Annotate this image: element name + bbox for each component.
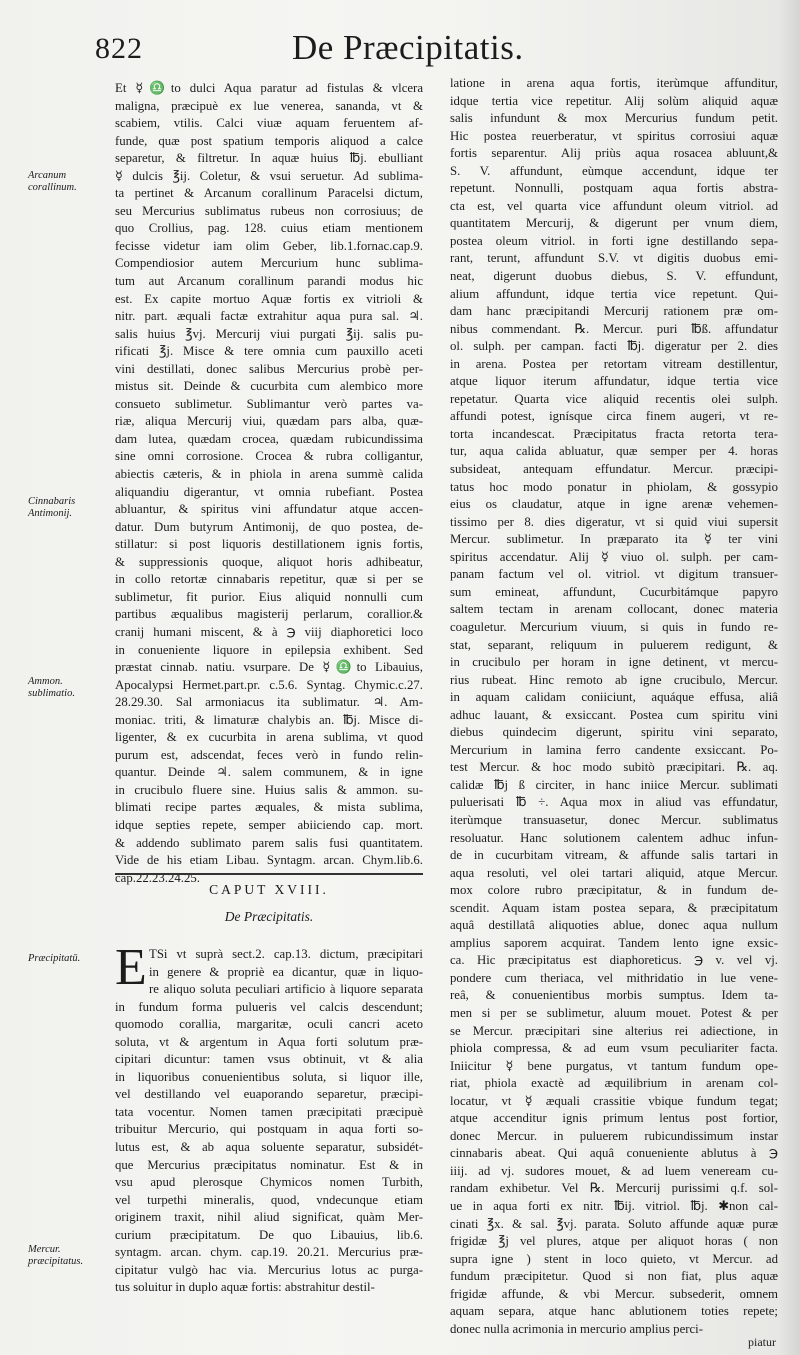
- text-line: quantur. Deinde ♃. salem communem, & in igne: [115, 765, 423, 780]
- text-line: rius rubeat. Hinc remoto ab igne crucibulo, Mercur.: [450, 672, 778, 687]
- text-line: Vide de his etiam Libau. Syntagm. arcan. Chym.lib.6.: [115, 853, 423, 868]
- text-line: alium affundunt, idque tertia vice repetunt. Qui-: [450, 286, 778, 301]
- text-line: men si per se sublimetur, aluum mouet. Potest & per: [450, 1005, 778, 1020]
- text-line: scabiem, vtilis. Calci viuæ aquam feruentem af-: [115, 116, 423, 131]
- text-line: resoluatur. Hanc solutionem calentem adhuc infun-: [450, 830, 778, 845]
- text-line: ue in aqua forti ex nitr. ℔ij. vitriol. ℔j. ✱non cal-: [450, 1199, 778, 1213]
- text-line: de in cucurbitam vitream, & affunde salis tartari in: [450, 848, 778, 863]
- text-line: saltem tectam in arenam collocant, donec materia: [450, 602, 778, 617]
- text-line: sine omni corrosione. Crocea & rubra colligantur,: [115, 449, 423, 464]
- text-line: vel turpethi mineralis, quod, vndecunque etiam: [115, 1192, 423, 1207]
- text-line: soluta, vt & argentum in Aqua forti solutum præ-: [115, 1034, 423, 1049]
- text-line: repetunt. Nonnulli, postquam aqua fortis abstra-: [450, 181, 778, 196]
- text-line: spiritus accendatur. Alij ☿ viuo ol. sulph. per cam-: [450, 549, 778, 564]
- text-line: pondere cum theriaca, vel mithridatio in lue vene-: [450, 970, 778, 985]
- text-line: aqua resoluti, vel olei tartari aliquid, atque Mercur.: [450, 865, 778, 880]
- text-line: tum aut Arcanum corallinum parandi modus hic: [115, 274, 423, 289]
- text-line: S. V. affundunt, eùmque accendunt, idque ter: [450, 163, 778, 178]
- text-line: vsu apud plerosque Chymicos nomen Turbith,: [115, 1175, 423, 1190]
- left-column-top: [115, 80, 423, 885]
- text-line: atque accenditur ignis primum lentus post fortior,: [450, 1111, 778, 1126]
- text-line: affundi potest, ignísque circa finem augeri, vt re-: [450, 409, 778, 424]
- margin-note-ammon: Ammon. sublimatio.: [28, 676, 75, 699]
- text-line: frigidæ affunde, & vbi Mercur. subsederit, omnem: [450, 1286, 778, 1301]
- text-line: ca. Hic præcipitatus est diaphoreticus. ℈ v. vel vj.: [450, 953, 778, 968]
- right-column: [450, 75, 778, 1345]
- text-line: neat, digerunt duobus diebus, S. V. effundunt,: [450, 269, 778, 284]
- text-line: mistus sit. Deinde & cucurbita cum alembico more: [115, 379, 423, 394]
- text-line: curium præcipitatum. De quo Libauius, lib.6.: [115, 1227, 423, 1242]
- page-shadow: [778, 0, 800, 1355]
- text-line: stat, separant, reliquum in puluerem redigunt, &: [450, 637, 778, 652]
- text-line: idque septies repete, semper abiiciendo cap. mort.: [115, 817, 423, 832]
- text-line: in crucibulo fluere sine. Huius salis & ammon. su-: [115, 782, 423, 797]
- text-line: consueto sublimetur. Sublimantur verò partes va-: [115, 396, 423, 411]
- text-line: reâ, & conuenientibus morbis sumptus. Idem ta-: [450, 988, 778, 1003]
- text-line: locatur, vt ☿ æquali crassitie vbique fundum tegat;: [450, 1093, 778, 1108]
- text-line: maligna, præcipuè ex lue venerea, sananda, vt &: [115, 98, 423, 113]
- margin-note-arcanum: Arcanum corallinum.: [28, 170, 77, 193]
- text-line: randam exhibetur. Vel ℞. Mercurij purissimi q.f. sol-: [450, 1181, 778, 1196]
- text-line: fortis separentur. Alij priùs aqua rosacea abluunt,&: [450, 146, 778, 161]
- text-line: ligenter, & ex cucurbita in arena sublima, vt quod: [115, 730, 423, 745]
- text-line: dam lutea, quædam crocea, quædam rubicundissima: [115, 431, 423, 446]
- margin-note-mercur: Mercur. præcipitatus.: [28, 1244, 84, 1267]
- text-line: sublimetur, fit purior. Eius aliquid nonnulli cum: [115, 589, 423, 604]
- text-line: ol. sulph. per campan. facti ℔j. digeratur per 2. dies: [450, 339, 778, 354]
- text-line: in aquam calidam coniiciunt, aquáque effusa, aliâ: [450, 690, 778, 705]
- text-line: cinnabaris abeat. Qui aquâ conueniente ablutus à ℈: [450, 1146, 778, 1161]
- text-line: separetur, & filtretur. In aquæ huius ℔j. ebulliant: [115, 151, 423, 166]
- text-line: Apocalypsi Hermet.part.pr. c.5.6. Syntag. Chymic.c.27.: [115, 677, 423, 692]
- text-line: ta pertinet & Arcanum corallinum Paracelsi dictum,: [115, 186, 423, 201]
- text-line: originem traxit, nihil aliud significat, quàm Mer-: [115, 1210, 423, 1225]
- text-line: tata vocentur. Nomen tamen præcipitati præcipuè: [115, 1104, 423, 1119]
- text-line: tissimo per 8. dies digeratur, vt si quid viui supersit: [450, 514, 778, 529]
- text-line: Hic postea reuerberatur, vt spiritus corrosiui aquæ: [450, 128, 778, 143]
- text-line: cta est, vel quarta vice affundunt oleum vitriol. ad: [450, 198, 778, 213]
- text-line: iiij. ad vj. sudores mouet, & ad luem veneream cu-: [450, 1163, 778, 1178]
- chapter-rule: [115, 873, 423, 875]
- text-line: seu Mercurius sublimatus rubeus non corrosiuus; de: [115, 203, 423, 218]
- text-line: donec nulla acrimonia in mercurio amplius perci-: [450, 1321, 704, 1336]
- text-line: idque tertia vice repetitur. Alij solùm aliquid aquæ: [450, 93, 778, 108]
- text-line: Et ☿♎to dulci Aqua paratur ad fistulas & vlcera: [115, 81, 423, 95]
- text-line: vel destillando vel euaporando separetur, præcipi-: [115, 1087, 423, 1102]
- text-line: rificati ℥j. Misce & tere omnia cum pauxillo aceti: [115, 344, 423, 359]
- text-line: frigidæ ℥j vel plures, atque per aliquot horas ( non: [450, 1234, 778, 1249]
- text-line: mox colore rubro præcipitatur, & in fundum de-: [450, 883, 778, 898]
- text-line: test Mercur. & hoc modo subitò præcipitari. ℞. aq.: [450, 760, 778, 775]
- text-line: quomodo corallia, margaritæ, oculi cancri aceto: [115, 1017, 423, 1032]
- text-line: puluerisati ℔ ÷. Aqua mox in aliud vas effundatur,: [450, 795, 778, 810]
- text-line: adhuc lauant, & exsiccant. Postea cum spiritu vini: [450, 707, 778, 722]
- text-line: stillatur: si post liquoris destillationem ignis fortis,: [115, 537, 423, 552]
- text-line: & suppressionis quoque, aliquot horis adhibeatur,: [115, 554, 423, 569]
- text-line: scendit. Aquam istam postea separa, & præcipitatum: [450, 900, 778, 915]
- text-line: panam factum vel ol. vitriol. vt digitum transuer-: [450, 567, 778, 582]
- text-line: latione in arena aqua fortis, iterùmque affunditur,: [450, 76, 778, 90]
- running-title: De Præcipitatis.: [292, 28, 524, 67]
- text-line: torta incandescat. Præcipitatus fracta retorta tera-: [450, 426, 778, 441]
- text-line: rant, terunt, affundunt S.V. vt digitis duobus emi-: [450, 251, 778, 266]
- text-line: in conueniente liquore in epilepsia exhibent. Sed: [115, 642, 423, 657]
- text-line: cipitatur vulgò hac via. Mercurius lotus ac purga-: [115, 1262, 423, 1277]
- text-line: iterùmque transuasetur, donec Mercur. sublimatus: [450, 812, 778, 827]
- text-line: 28.29.30. Sal armoniacus ita sublimatur. ♃. Am-: [115, 695, 423, 710]
- text-line: tatus hoc modo ponatur in phiolam, & gossypio: [450, 479, 778, 494]
- text-line: vini destillati, donec salibus Mercurius probè per-: [115, 361, 423, 376]
- text-line: salis infundunt & mox Mercurius fundum petit.: [450, 111, 778, 126]
- text-line: quo Crollius, pag. 128. cuius etiam mentionem: [115, 221, 423, 236]
- text-line: riat, phiola exactè ad æquilibrium in arenam col-: [450, 1076, 778, 1091]
- text-line: in crucibulo per horam in igne detinent, vt mercu-: [450, 655, 778, 670]
- text-line: diebus quindecim digerunt, spiritu vini separato,: [450, 725, 778, 740]
- text-line: est. Ex capite mortuo Aquæ fortis ex vitrioli &: [115, 291, 423, 306]
- text-line: tribuitur Mercurio, qui postquam in aqua forti so-: [115, 1122, 423, 1137]
- drop-cap: E: [115, 939, 147, 996]
- text-line: syntagm. arcan. chym. cap.19. 20.21. Mercurius præ-: [115, 1245, 423, 1260]
- text-line: blimati recipe partes æquales, & mista sublima,: [115, 800, 423, 815]
- text-line: in fundum forma pulueris vel calcis descendunt;: [115, 999, 423, 1014]
- text-line: moniac. triti, & limaturæ chalybis an. ℔j. Misce di-: [115, 712, 423, 727]
- text-line: nibus commendant. ℞. Mercur. puri ℔ß. affundatur: [450, 321, 778, 336]
- text-line: in collo retortæ cinnabaris repetitur, quæ si per se: [115, 572, 423, 587]
- text-line: re aliquo soluta peculiari artificio à liquore separata: [149, 982, 423, 997]
- text-line: aliquandiu digerantur, vt omnia rubefiant. Postea: [115, 484, 423, 499]
- running-head: [0, 28, 800, 68]
- text-line: phiola compressa, & ad eum vsum peculiariter facta.: [450, 1041, 778, 1056]
- text-line: donec Mercur. in puluerem rubicundissimum instar: [450, 1128, 778, 1143]
- page-number: 822: [95, 32, 143, 65]
- text-line: abluantur, & spiritus vini affundatur atque accen-: [115, 502, 423, 517]
- text-line: se Mercur. præcipitari sine alterius rei adiectione, in: [450, 1023, 778, 1038]
- text-line: præstat cinnab. natiu. vsurpare. De ☿♎to Libauius,: [115, 660, 423, 675]
- text-line: calidæ ℔j ß circiter, in hanc iniice Mercur. sublimati: [450, 777, 778, 792]
- text-line: tus soluitur in duplo aquæ fortis: abstrahitur destil-: [115, 1280, 375, 1295]
- margin-note-praecipitatum: Præcipitatū.: [28, 953, 81, 964]
- text-line: & addendo sublimato parem salis fusi quantitatem.: [115, 835, 423, 850]
- text-line: Iniicitur ☿ bene purgatus, vt tantum fundum ope-: [450, 1058, 778, 1073]
- text-line: salis huius ℥vj. Mercurij viui purgati ℥ij. salis pu-: [115, 326, 423, 341]
- text-line: quantitatem Mercurij, & digerunt per vnum diem,: [450, 216, 778, 231]
- text-line: ☿ dulcis ℥ij. Coletur, & vsui seruetur. Ad sublima-: [115, 168, 423, 183]
- text-line: riæ, aliqua Mercurij viui, quædam pars alba, quæ-: [115, 414, 423, 429]
- text-line: cranij humani miscent, & à ℈ viij diaphoretici loco: [115, 624, 423, 639]
- text-line: Compendiosior autem Mercurium hunc sublima-: [115, 256, 423, 271]
- text-line: TSi vt suprà sect.2. cap.13. dictum, præcipitari: [149, 947, 423, 961]
- text-line: subsideat, antequam effundatur. Mercur. præcipi-: [450, 462, 778, 477]
- text-line: Mercurium in lamina ferro candente exsiccant. Po-: [450, 742, 778, 757]
- text-line: amplius saporem acquirat. Tandem lento igne exsic-: [450, 935, 778, 950]
- text-line: repetatur. Quarta vice aliquid recentis olei sulph.: [450, 391, 778, 406]
- text-line: cap.22.23.24.25.: [115, 870, 200, 885]
- text-line: nitr. part. æquali factæ extrahitur aqua pura sal. ♃.: [115, 309, 423, 324]
- text-line: in liquoribus conuenientibus soluta, si liquor ille,: [115, 1069, 423, 1084]
- text-line: cinati ℥x. & sal. ℥vj. parata. Soluto affunde aquæ puræ: [450, 1216, 778, 1231]
- chapter-subtitle: De Præcipitatis.: [224, 909, 314, 924]
- text-line: purum est, adscendat, feces verò in fundo relin-: [115, 747, 423, 762]
- text-line: fecisse videtur iam olim Geber, lib.1.fornac.cap.9.: [115, 238, 423, 253]
- text-line: abiectis cæteris, & in phiola in arena summè calida: [115, 467, 423, 482]
- text-line: postea oleum vitriol. in forti igne destillando sepa-: [450, 233, 778, 248]
- text-line: fundum præcipitetur. Quod si non fiat, plus aquæ: [450, 1269, 778, 1284]
- text-line: aquâ destillatâ aliquoties ablue, donec aqua nullum: [450, 918, 778, 933]
- text-line: Mercur. sublimetur. In præparato ita ☿ ter vini: [450, 532, 778, 547]
- text-line: atque liquor iterum affundatur, idque tertia vice: [450, 374, 778, 389]
- text-line: sum emineat, affundunt, Cucurbitámque papyro: [450, 584, 778, 599]
- margin-note-cinnabaris: Cinnabaris Antimonij.: [28, 496, 76, 519]
- text-line: cipitari dicuntur: tamen vsus obtinuit, vt & alia: [115, 1052, 423, 1067]
- text-line: supra igne ) stent in loco quieto, vt Mercur. ad: [450, 1251, 778, 1266]
- text-line: datur. Dum butyrum Antimonij, de quo postea, de-: [115, 519, 423, 534]
- catchword: piatur: [748, 1335, 776, 1349]
- text-line: funde, quæ post spatium temporis aliquod a calce: [115, 133, 423, 148]
- chapter-title: CAPUT XVIII.: [209, 882, 329, 897]
- text-line: que Mercurius præcipitatus nominatur. Est & in: [115, 1157, 423, 1172]
- text-line: tur, aqua calida abluatur, quæ semper per 4. horas: [450, 444, 778, 459]
- text-line: dam hanc præcipitandi Mercurij rationem præ om-: [450, 304, 778, 319]
- text-line: aquam separa, atque hanc ablutionem toties repete;: [450, 1304, 778, 1319]
- text-line: partibus æqualibus magisterij perlarum, corallior.&: [115, 607, 423, 622]
- text-line: lutus est, & ab aqua soluente separatur, subsidét-: [115, 1140, 423, 1155]
- left-column-bottom: [115, 939, 423, 1346]
- text-line: in arena. Postea per retortam vitream destillentur,: [450, 356, 778, 371]
- text-line: eius os claudatur, atque in igne arenæ vehemen-: [450, 497, 778, 512]
- text-line: in genere & propriè ea dicantur, quæ in liquo-: [149, 964, 423, 979]
- text-line: coaguletur. Mercurium viuum, si quis in fundo re-: [450, 619, 778, 634]
